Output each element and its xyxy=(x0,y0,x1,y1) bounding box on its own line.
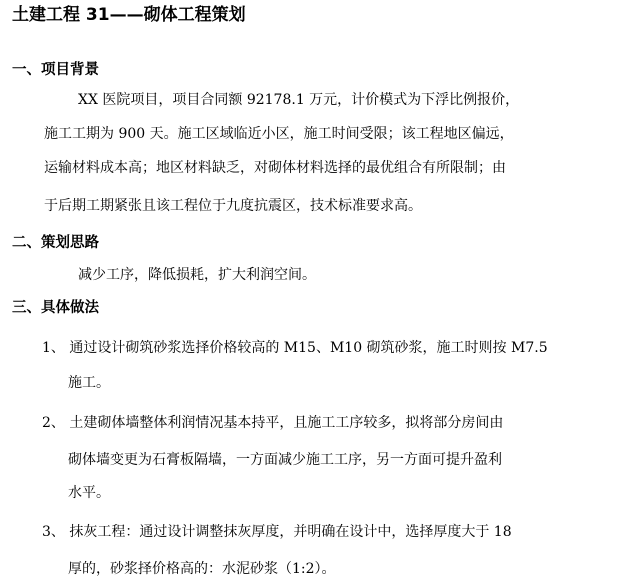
paragraph-line: XX 医院项目，项目合同额 92178.1 万元，计价模式为下浮比例报价， xyxy=(78,92,520,108)
section-heading-measures: 三、具体做法 xyxy=(12,300,99,316)
section-heading-approach: 二、策划思路 xyxy=(12,235,99,251)
paragraph-line: 于后期工期紧张且该工程位于九度抗震区，技术标准要求高。 xyxy=(44,198,422,214)
list-item-line: 1、 通过设计砌筑砂浆选择价格较高的 M15、M10 砌筑砂浆，施工时则按 M7.5 xyxy=(42,340,548,356)
paragraph-line: 施工工期为 900 天。施工区域临近小区，施工时间受限；该工程地区偏远， xyxy=(44,126,514,142)
list-item-line: 砌体墙变更为石膏板隔墙，一方面减少施工工序，另一方面可提升盈利 xyxy=(68,452,502,468)
list-item-line: 施工。 xyxy=(68,375,110,391)
paragraph-line: 运输材料成本高；地区材料缺乏，对砌体材料选择的最优组合有所限制；由 xyxy=(44,160,506,176)
document-title: 土建工程 31——砌体工程策划 xyxy=(12,5,246,25)
list-item-line: 2、 土建砌体墙整体利润情况基本持平，且施工工序较多，拟将部分房间由 xyxy=(42,415,504,431)
paragraph-line: 减少工序，降低损耗，扩大利润空间。 xyxy=(78,267,316,283)
list-item-line: 厚的，砂浆择价格高的：水泥砂浆（1:2）。 xyxy=(68,561,336,577)
section-heading-background: 一、项目背景 xyxy=(12,62,99,78)
list-item-line: 水平。 xyxy=(68,485,110,501)
list-item-line: 3、 抹灰工程：通过设计调整抹灰厚度，并明确在设计中，选择厚度大于 18 xyxy=(42,524,512,540)
